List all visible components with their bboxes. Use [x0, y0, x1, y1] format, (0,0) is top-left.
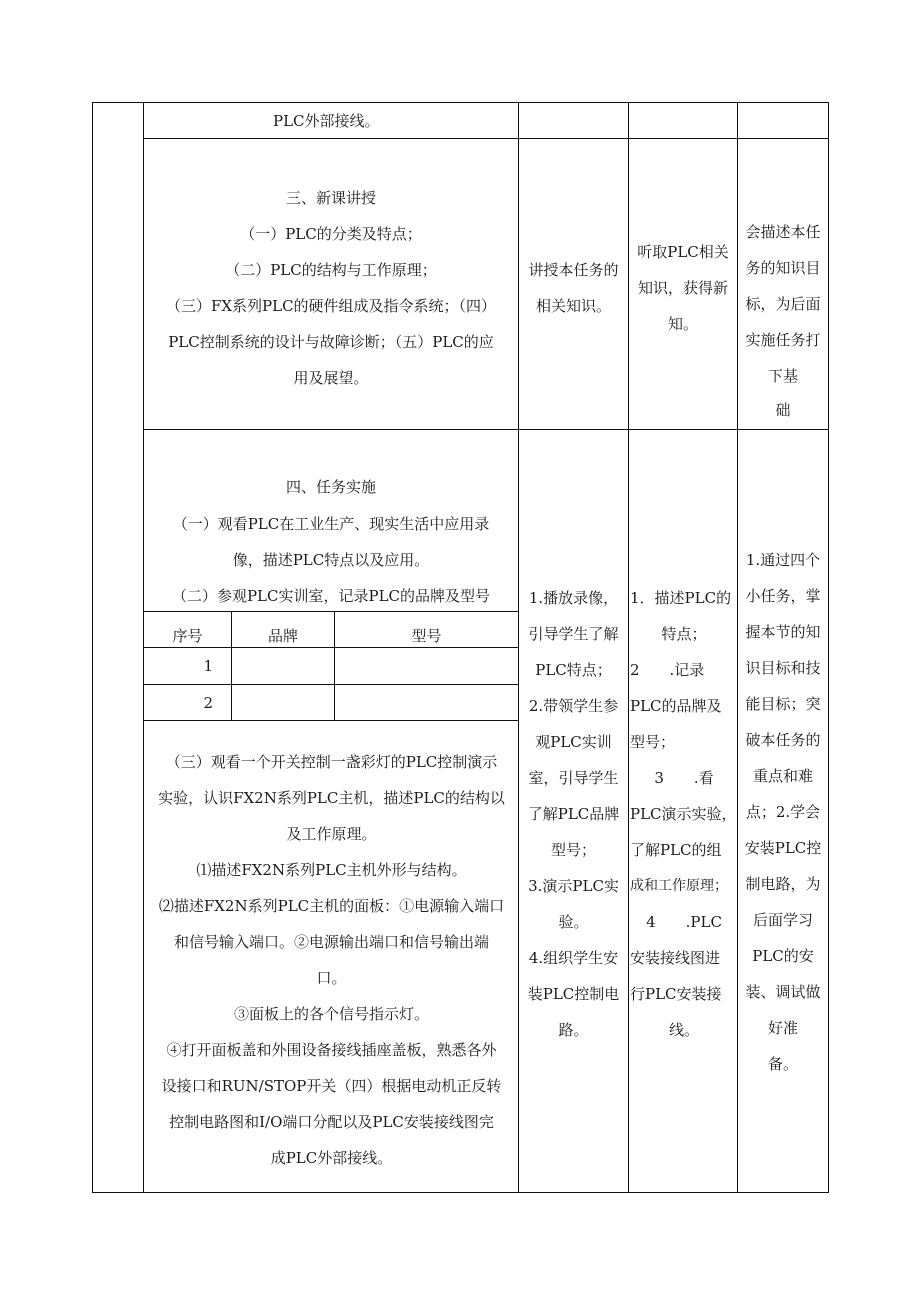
- teacher-line: 观PLC实训: [535, 733, 612, 751]
- purpose-line: 识目标和技: [745, 659, 821, 677]
- content-line: （三）观看一个开关控制一盏彩灯的PLC控制演示: [165, 753, 498, 771]
- teacher-line: 验。: [558, 913, 589, 931]
- content-line: 成PLC外部接线。: [270, 1149, 393, 1167]
- content-line: ③面板上的各个信号指示灯。: [233, 1005, 429, 1023]
- brand-table-row: [144, 648, 231, 684]
- purpose-line: 1.通过四个: [745, 551, 821, 569]
- teacher-line: 装PLC控制电: [527, 985, 620, 1003]
- section-heading: 四、任务实施: [285, 478, 376, 496]
- row2-design-purpose: [738, 214, 828, 426]
- row2-student-activity: [629, 234, 737, 342]
- content-line: 设接口和RUN/STOP开关（四）根据电动机正反转: [161, 1077, 502, 1095]
- student-line: 安装接线图进: [630, 949, 721, 967]
- teacher-line: 讲授本任务的: [528, 261, 619, 279]
- purpose-line: 安装PLC控: [744, 839, 822, 857]
- table-border-left: [92, 102, 93, 1193]
- content-line: （三）FX系列PLC的硬件组成及指令系统；（四）: [165, 297, 497, 315]
- purpose-line: 标，为后面: [745, 295, 821, 313]
- row3-intro: [146, 506, 516, 614]
- content-line: （二）参观PLC实训室，记录PLC的品牌及型号: [171, 587, 491, 605]
- purpose-line: 实施任务打: [745, 331, 821, 349]
- content-line: 及工作原理。: [286, 825, 377, 843]
- teacher-line: 了解PLC品牌: [527, 805, 620, 823]
- row2-content: [146, 180, 516, 396]
- student-line: 知识，获得新: [637, 279, 728, 297]
- student-line: 4 .PLC: [646, 913, 722, 931]
- purpose-line: 小任务，掌: [745, 587, 821, 605]
- teacher-line: 引导学生了解: [528, 625, 619, 643]
- header-model: 型号: [411, 627, 442, 645]
- teacher-line: 相关知识。: [535, 297, 611, 315]
- row-index: 1: [203, 657, 213, 675]
- content-line: 口。: [316, 969, 347, 987]
- purpose-line: 后面学习: [752, 911, 813, 929]
- teacher-line: 型号；: [550, 841, 596, 859]
- brand-table-header-brand: [232, 618, 334, 654]
- content-line: ④打开面板盖和外围设备接线插座盖板，熟悉各外: [166, 1041, 497, 1059]
- content-line: ⑴描述FX2N系列PLC主机外形与结构。: [196, 861, 467, 879]
- content-line: 实验，认识FX2N系列PLC主机，描述PLC的结构以: [158, 789, 505, 807]
- row2-teacher-activity: [519, 252, 628, 324]
- purpose-line: 能目标；突: [745, 695, 821, 713]
- teacher-line: 路。: [558, 1021, 589, 1039]
- purpose-line: 握本节的知: [745, 623, 821, 641]
- row1-text: PLC外部接线。: [273, 112, 380, 130]
- teacher-line: 2.带领学生参: [528, 697, 619, 715]
- row3-part3: [145, 744, 518, 1176]
- purpose-line: 下基: [767, 367, 798, 385]
- student-line: PLC的品牌及: [630, 697, 722, 715]
- purpose-line: 会描述本任: [745, 223, 821, 241]
- purpose-line: 础: [775, 401, 791, 419]
- purpose-line: 破本任务的: [745, 731, 821, 749]
- row3-student-activity: [630, 580, 738, 1048]
- row3-teacher-activity: [519, 580, 628, 1048]
- header-index: 序号: [172, 627, 203, 645]
- student-line: 特点；: [661, 625, 707, 643]
- student-line: 型号；: [630, 733, 676, 751]
- teacher-line: 1.播放录像，: [528, 589, 619, 607]
- content-line: ⑵描述FX2N系列PLC主机的面板：①电源输入端口: [158, 897, 505, 915]
- student-line: 成和工作原理；: [630, 878, 728, 894]
- teacher-line: 4.组织学生安: [528, 949, 619, 967]
- header-brand: 品牌: [267, 627, 298, 645]
- purpose-line: 点；2.学会: [745, 803, 821, 821]
- purpose-line: PLC的安: [752, 947, 814, 965]
- purpose-line: 制电路，为: [745, 875, 821, 893]
- student-line: 了解PLC的组: [630, 841, 722, 859]
- student-line: 1．描述PLC的: [630, 589, 732, 607]
- row1-content: [273, 103, 473, 139]
- purpose-line: 装、调试做: [745, 983, 821, 1001]
- teacher-line: 3.演示PLC实: [528, 877, 619, 895]
- teacher-line: 室，引导学生: [528, 769, 619, 787]
- table-border-bottom: [92, 1192, 829, 1193]
- content-line: （一）PLC的分类及特点；: [240, 225, 422, 243]
- teacher-line: PLC特点；: [535, 661, 612, 679]
- content-line: （二）PLC的结构与工作原理；: [225, 261, 437, 279]
- content-line: 控制电路图和I/O端口分配以及PLC安装接线图完: [169, 1113, 494, 1131]
- purpose-line: 好准: [767, 1019, 798, 1037]
- student-line: 行PLC安装接: [630, 985, 722, 1003]
- student-line: 3 .看: [654, 769, 714, 787]
- student-line: 线。: [668, 1021, 699, 1039]
- row3-design-purpose: [738, 542, 828, 1082]
- row3-heading: [146, 469, 516, 505]
- row-divider: [143, 138, 829, 139]
- content-line: （一）观看PLC在工业生产、现实生活中应用录: [172, 515, 490, 533]
- content-line: PLC控制系统的设计与故障诊断；（五）PLC的应: [168, 333, 494, 351]
- row-divider: [143, 429, 829, 430]
- row-index: 2: [203, 694, 213, 712]
- content-line: 像，描述PLC特点以及应用。: [232, 551, 430, 569]
- purpose-line: 重点和难: [752, 767, 813, 785]
- content-line: 用及展望。: [293, 369, 369, 387]
- student-line: PLC演示实验，: [630, 805, 737, 823]
- section-heading: 三、新课讲授: [285, 189, 376, 207]
- table-border-right: [828, 102, 829, 1193]
- student-line: 知。: [667, 315, 698, 333]
- student-line: 听取PLC相关: [637, 243, 729, 261]
- brand-table-header-model: [335, 618, 518, 654]
- purpose-line: 备。: [767, 1055, 798, 1073]
- student-line: 2 .记录: [630, 661, 705, 679]
- purpose-line: 务的知识目: [745, 259, 821, 277]
- content-line: 和信号输入端口。②电源输出端口和信号输出端: [173, 933, 489, 951]
- brand-table-row: [144, 685, 231, 721]
